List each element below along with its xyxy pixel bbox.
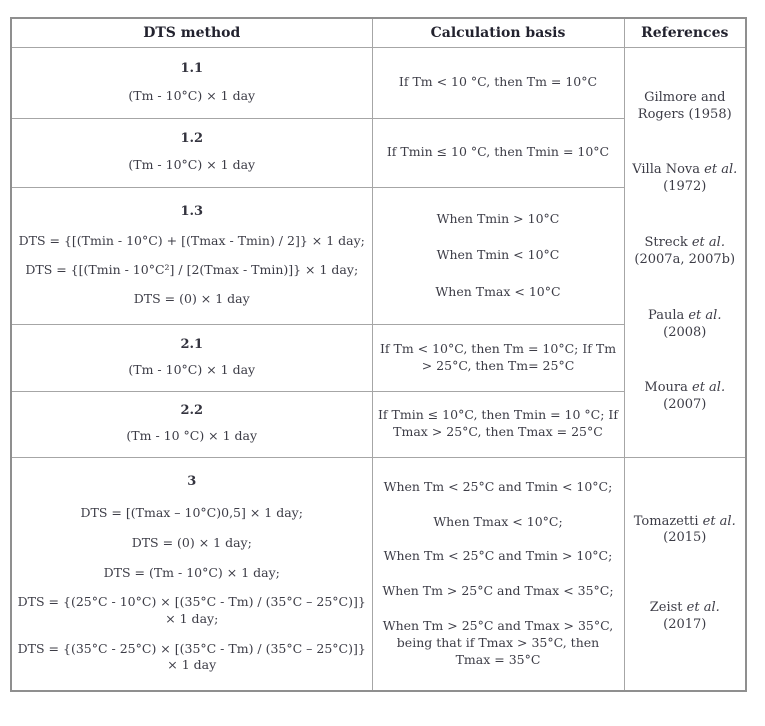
- ref-text: (2008): [663, 324, 707, 340]
- formula-line-continuation: × 1 day;: [165, 610, 219, 626]
- reference-line: [630, 600, 741, 634]
- reference-line: [632, 162, 737, 179]
- calc-cell-2-2: [372, 391, 624, 457]
- calc-cell-1-3: [372, 187, 624, 324]
- reference-line: [634, 530, 736, 547]
- calc-line: When Tmax < 10°C;: [433, 513, 563, 529]
- formula-line: (Tm - 10°C) × 1 day: [128, 362, 256, 378]
- ref-italic: et al.: [702, 513, 736, 529]
- ref-text: Villa Nova: [632, 162, 705, 178]
- calc-line: When Tm < 25°C and Tmin < 10°C;: [383, 478, 613, 494]
- calc-cell-1-2: [372, 118, 624, 187]
- formula-line: (Tm - 10 °C) × 1 day: [126, 428, 258, 444]
- references-cell-bottom: [624, 457, 746, 691]
- ref-text: (2015): [663, 530, 707, 546]
- calc-line: If Tm < 10 °C, then Tm = 10°C: [398, 74, 598, 90]
- calc-cell-2-1: [372, 324, 624, 391]
- reference-line: [632, 179, 737, 196]
- formula-line: DTS = (0) × 1 day;: [131, 534, 252, 550]
- method-cell-1-3: [11, 187, 372, 324]
- reference-line: [634, 514, 736, 531]
- ref-italic: et al.: [686, 600, 720, 616]
- formula-line: DTS = {(35°C - 25°C) × [(35°C - Tm) / (35°C – 25°C)]}: [17, 640, 366, 656]
- calc-line: When Tmax < 10°C: [435, 283, 561, 299]
- reference-line: [638, 107, 732, 124]
- method-cell-3: [11, 457, 372, 691]
- method-number: 2.1: [180, 336, 204, 352]
- formula-line: DTS = {(25°C - 10°C) × [(35°C - Tm) / (35°C – 25°C)]}: [17, 594, 366, 610]
- reference-entry: [630, 600, 741, 634]
- calc-line: If Tmin ≤ 10°C, then Tmin = 10 °C; If Tmax > 25°C, then Tmax = 25°C: [377, 407, 618, 439]
- calc-line: When Tm > 25°C and Tmax > 35°C, being that if Tmax > 35°C, then Tmax = 35°C: [382, 618, 614, 667]
- table-row-1-1: [11, 47, 746, 118]
- formula-line: DTS = (0) × 1 day: [133, 291, 250, 307]
- reference-entry: [632, 162, 737, 196]
- ref-text: Gilmore and: [644, 89, 726, 105]
- calc-line: If Tmin ≤ 10 °C, then Tmin = 10°C: [386, 144, 610, 160]
- reference-line: [644, 397, 725, 414]
- column-header-calculation-basis: Calculation basis: [372, 18, 624, 47]
- ref-text: Zeist: [649, 600, 687, 616]
- formula-line: (Tm - 10°C) × 1 day: [128, 157, 256, 173]
- ref-text: Tomazetti: [633, 513, 703, 529]
- ref-text: Rogers (1958): [637, 106, 732, 122]
- reference-entry: [648, 308, 721, 342]
- calc-line: If Tm < 10°C, then Tm = 10°C; If Tm > 25°C, then Tm= 25°C: [379, 340, 617, 373]
- method-cell-2-1: [11, 324, 372, 391]
- ref-italic: et al.: [691, 235, 725, 251]
- formula-line: DTS = (Tm - 10°C) × 1 day;: [103, 564, 280, 580]
- reference-line: [648, 308, 721, 325]
- reference-line: [638, 90, 732, 107]
- column-header-references: References: [624, 18, 746, 47]
- reference-entry: [638, 90, 732, 124]
- reference-entry: [634, 235, 735, 269]
- reference-line: [644, 380, 725, 397]
- dts-methods-table: [10, 17, 747, 692]
- method-number: 3: [187, 474, 197, 490]
- table-row-3: [11, 457, 746, 691]
- ref-text: (1972): [663, 179, 707, 195]
- formula-line: DTS = [(Tmax – 10°C)0,5] × 1 day;: [80, 504, 303, 520]
- formula-line: (Tm - 10°C) × 1 day: [128, 87, 256, 103]
- formula-group: [18, 641, 366, 674]
- references-cell-top: [624, 47, 746, 457]
- reference-entry: [644, 380, 725, 414]
- formula-line-continuation: × 1 day: [167, 656, 217, 672]
- reference-line: [634, 252, 735, 269]
- method-cell-1-2: [11, 118, 372, 187]
- ref-text: Paula: [648, 307, 689, 323]
- ref-text: (2017): [663, 617, 707, 633]
- reference-line: [634, 235, 735, 252]
- formula-line: DTS = {[(Tmin - 10°C) + [(Tmax - Tmin) / 2]} × 1 day;: [18, 233, 365, 249]
- method-number: 1.1: [180, 60, 204, 76]
- calc-cell-3: [372, 457, 624, 691]
- method-cell-1-1: [11, 47, 372, 118]
- reference-line: [648, 325, 721, 342]
- ref-text: (2007a, 2007b): [634, 251, 736, 267]
- formula-group: [18, 594, 366, 627]
- ref-italic: et al.: [688, 307, 722, 323]
- method-number: 1.3: [180, 203, 204, 219]
- calc-line: When Tmin > 10°C: [436, 210, 560, 226]
- reference-entry: [634, 514, 736, 548]
- formula-line: DTS = {[(Tmin - 10°C²] / [2(Tmax - Tmin)]} × 1 day;: [25, 262, 359, 278]
- calc-line: When Tm < 25°C and Tmin > 10°C;: [383, 548, 613, 564]
- ref-text: Streck: [644, 235, 692, 251]
- column-header-dts-method: DTS method: [11, 18, 372, 47]
- ref-text: (2007): [663, 397, 707, 413]
- ref-italic: et al.: [704, 162, 738, 178]
- calc-cell-1-1: [372, 47, 624, 118]
- header-row: [11, 18, 746, 47]
- method-number: 2.2: [180, 403, 204, 419]
- ref-italic: et al.: [692, 380, 726, 396]
- calc-line: When Tm > 25°C and Tmax < 35°C;: [382, 583, 614, 599]
- calc-line: When Tmin < 10°C: [436, 247, 560, 263]
- method-cell-2-2: [11, 391, 372, 457]
- ref-text: Moura: [644, 380, 692, 396]
- method-number: 1.2: [180, 131, 204, 147]
